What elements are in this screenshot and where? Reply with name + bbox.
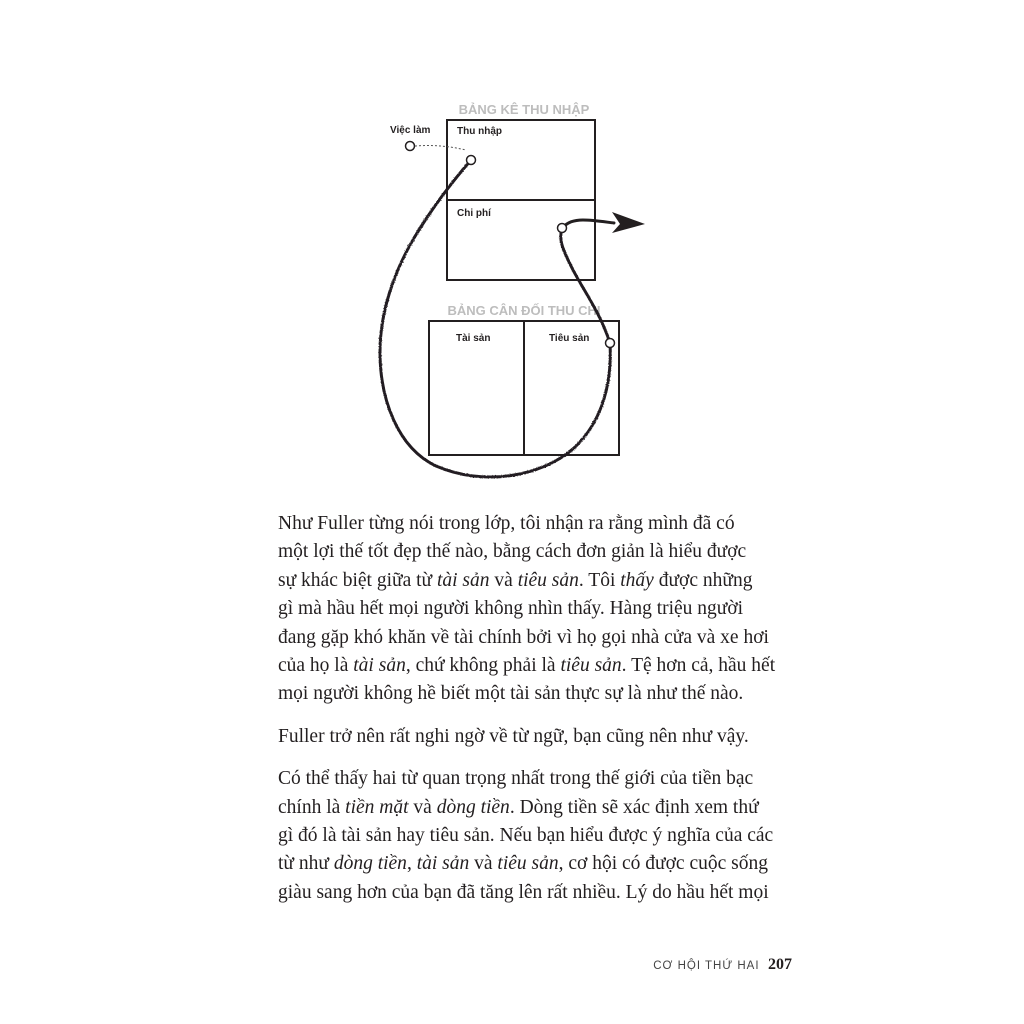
running-header: CƠ HỘI THỨ HAI — [653, 960, 760, 972]
italic-term: tiêu sản — [497, 853, 559, 875]
liabilities-node-icon — [606, 339, 615, 348]
text-line: chính là tiền mặt và dòng tiền. Dòng tiền sẽ xác định xem thứ — [278, 796, 759, 818]
text-line: gì mà hầu hết mọi người không nhìn thấy. Hàng triệu người — [278, 598, 744, 620]
income-statement-box — [447, 120, 595, 280]
expense-node-icon — [558, 224, 567, 233]
italic-term: tài sản — [353, 655, 406, 677]
text-line: một lợi thế tốt đẹp thế nào, bằng cách đơn giản là hiểu được — [278, 541, 747, 563]
body-text — [278, 510, 778, 921]
italic-term: thấy — [620, 569, 654, 591]
page-footer — [653, 956, 792, 974]
income-statement-title: BẢNG KÊ THU NHẬP — [458, 102, 590, 117]
cash-flow-diagram — [0, 0, 1024, 480]
page-number: 207 — [768, 956, 792, 973]
italic-term: tài sản — [436, 569, 490, 591]
cash-flow-path — [380, 160, 610, 477]
job-label: Việc làm — [390, 125, 431, 136]
italic-term: dòng tiền — [436, 796, 510, 818]
italic-term: dòng tiền — [333, 853, 407, 875]
outflow-arrow-icon — [612, 212, 645, 233]
text-line: giàu sang hơn của bạn đã tăng lên rất nhiều. Lý do hầu hết mọi — [278, 881, 769, 903]
paragraph-1 — [278, 510, 778, 709]
job-connector-line — [415, 146, 466, 151]
income-node-icon — [467, 156, 476, 165]
italic-term: tiêu sản — [517, 569, 579, 591]
paragraph-3 — [278, 765, 778, 907]
income-label: Thu nhập — [457, 126, 502, 137]
text-line: sự khác biệt giữa từ tài sản và tiêu sản. Tôi thấy được những — [278, 569, 753, 591]
text-line: Fuller trở nên rất nghi ngờ về từ ngữ, bạn cũng nên như vậy. — [278, 725, 749, 747]
job-node-icon — [406, 142, 415, 151]
outflow-path — [562, 220, 614, 229]
paragraph-2 — [278, 723, 778, 751]
text-line: đang gặp khó khăn về tài chính bởi vì họ gọi nhà cửa và xe hơi — [278, 626, 769, 648]
italic-term: tiền mặt — [345, 796, 409, 818]
balance-sheet-title: BẢNG CÂN ĐỐI THU CHI — [447, 303, 601, 318]
text-line: từ như dòng tiền, tài sản và tiêu sản, cơ hội có được cuộc sống — [278, 853, 768, 875]
text-line: của họ là tài sản, chứ không phải là tiêu sản. Tệ hơn cả, hầu hết — [278, 655, 776, 677]
text-line: Như Fuller từng nói trong lớp, tôi nhận ra rằng mình đã có — [278, 513, 735, 534]
italic-term: tài sản — [416, 853, 470, 875]
italic-term: tiêu sản — [560, 655, 622, 677]
liabilities-label: Tiêu sản — [549, 333, 590, 344]
expense-label: Chi phí — [457, 208, 491, 219]
text-line: Có thể thấy hai từ quan trọng nhất trong thế giới của tiền bạc — [278, 768, 754, 790]
assets-label: Tài sản — [456, 333, 491, 344]
expense-flow-path — [561, 229, 610, 343]
text-line: gì đó là tài sản hay tiêu sản. Nếu bạn hiểu được ý nghĩa của các — [278, 825, 774, 847]
text-line: mọi người không hề biết một tài sản thực sự là như thế nào. — [278, 683, 744, 705]
